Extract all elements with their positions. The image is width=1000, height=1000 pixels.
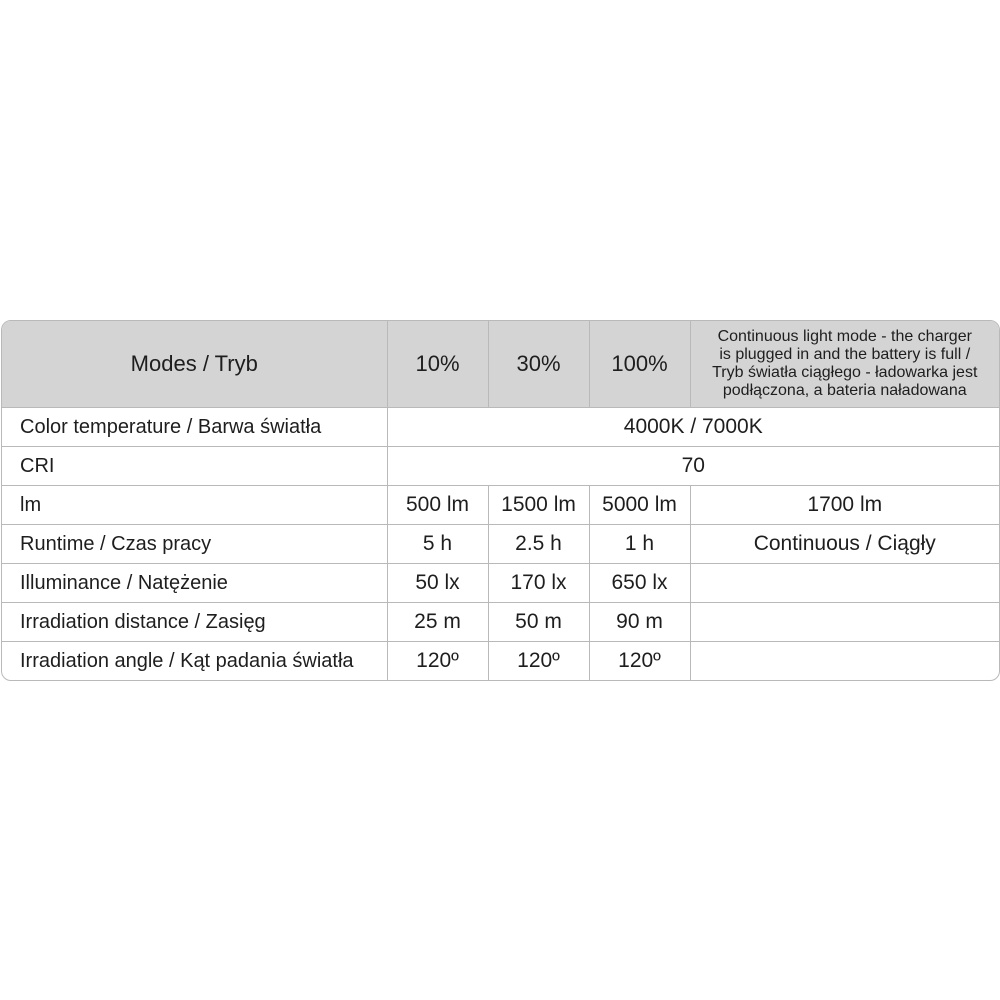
table-row-color-temperature xyxy=(2,408,999,447)
table-row-angle xyxy=(2,642,999,681)
header-continuous-line-4: podłączona, a bateria naładowana xyxy=(722,382,967,399)
table-row-runtime xyxy=(2,525,999,564)
header-modes: Modes / Tryb xyxy=(2,321,387,408)
table-cell: 25 m xyxy=(387,603,488,642)
table-cell: 120º xyxy=(589,642,690,681)
table-cell: 5000 lm xyxy=(589,486,690,525)
table-cell: 170 lx xyxy=(488,564,589,603)
table-cell: 500 lm xyxy=(387,486,488,525)
row-label: Runtime / Czas pracy xyxy=(2,525,387,564)
header-continuous-line-2: is plugged in and the battery is full / xyxy=(719,346,971,363)
row-label: CRI xyxy=(2,447,387,486)
table-cell: 1500 lm xyxy=(488,486,589,525)
color-temperature-value: 4000K / 7000K xyxy=(387,408,999,447)
table-row-illuminance xyxy=(2,564,999,603)
header-10-percent: 10% xyxy=(387,321,488,408)
row-label: lm xyxy=(2,486,387,525)
table-cell: 1700 lm xyxy=(690,486,999,525)
table-cell: 1 h xyxy=(589,525,690,564)
table-row-lm xyxy=(2,486,999,525)
header-100-percent: 100% xyxy=(589,321,690,408)
table-cell: 50 lx xyxy=(387,564,488,603)
table-cell: 50 m xyxy=(488,603,589,642)
header-continuous-mode xyxy=(690,321,999,408)
header-continuous-line-1: Continuous light mode - the charger xyxy=(717,328,972,345)
row-label: Irradiation angle / Kąt padania światła xyxy=(2,642,387,681)
table-row-distance xyxy=(2,603,999,642)
header-continuous-line-3: Tryb światła ciągłego - ładowarka jest xyxy=(712,364,978,381)
table-cell: 650 lx xyxy=(589,564,690,603)
table-cell xyxy=(690,564,999,603)
spec-table-grid xyxy=(2,321,999,680)
table-cell: 90 m xyxy=(589,603,690,642)
header-30-percent: 30% xyxy=(488,321,589,408)
table-cell: 120º xyxy=(488,642,589,681)
row-label: Color temperature / Barwa światła xyxy=(2,408,387,447)
table-row-cri xyxy=(2,447,999,486)
table-cell: Continuous / Ciągły xyxy=(690,525,999,564)
header-row xyxy=(2,321,999,408)
table-cell: 120º xyxy=(387,642,488,681)
cri-value: 70 xyxy=(387,447,999,486)
table-cell xyxy=(690,603,999,642)
spec-table xyxy=(1,320,1000,681)
table-cell: 5 h xyxy=(387,525,488,564)
row-label: Irradiation distance / Zasięg xyxy=(2,603,387,642)
row-label: Illuminance / Natężenie xyxy=(2,564,387,603)
table-cell: 2.5 h xyxy=(488,525,589,564)
table-cell xyxy=(690,642,999,681)
